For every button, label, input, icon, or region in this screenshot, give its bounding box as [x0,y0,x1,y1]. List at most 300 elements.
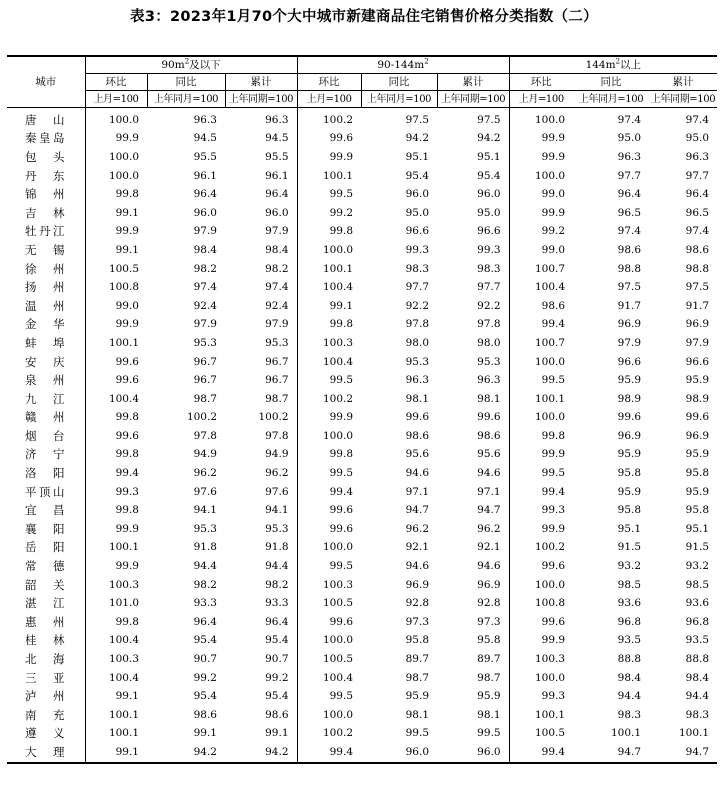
city-column-header: 城市 [7,56,85,108]
index-value: 94.4 [225,557,297,576]
index-value: 99.4 [509,743,573,763]
metric-header: 同比 [573,74,649,91]
index-value: 96.4 [193,615,217,628]
unit-header: 上年同月=100 [573,91,649,108]
unit-header: 上年同期=100 [225,91,297,108]
index-value: 94.2 [225,743,297,763]
index-value: 95.0 [437,204,509,223]
city-name: 烟台 [7,427,85,446]
index-value: 94.1 [225,501,297,520]
index-value: 100.3 [108,578,139,591]
index-value: 96.9 [437,576,509,595]
table-row [7,204,717,223]
index-value: 100.4 [108,634,139,647]
index-value: 99.1 [193,727,217,740]
index-value: 97.7 [617,169,642,182]
group-header-over-144: $144m^2$以上 [509,56,717,74]
city-name: 洛阳 [7,464,85,483]
index-value: 99.9 [541,150,566,163]
city-name: 平顶山 [7,483,85,502]
city-name: 唐山 [7,108,85,130]
index-value: 98.3 [437,260,509,279]
index-value: 96.4 [193,188,217,201]
index-value: 99.9 [541,448,566,461]
city-name: 锦州 [7,185,85,204]
city-name: 无锡 [7,241,85,260]
index-value: 100.2 [322,392,354,405]
index-value: 96.0 [437,185,509,204]
index-value: 99.5 [329,690,354,703]
metric-header: 累计 [649,74,717,91]
index-value: 99.9 [541,522,566,535]
index-value: 95.9 [617,485,642,498]
index-value: 95.4 [225,687,297,706]
index-value: 100.4 [322,281,354,294]
index-value: 97.5 [617,281,642,294]
index-value: 95.1 [405,150,430,163]
index-value: 99.5 [541,374,566,387]
city-name: 包头 [7,148,85,167]
index-value: 90.7 [225,650,297,669]
index-value: 99.6 [115,429,139,442]
index-value: 99.6 [541,560,566,573]
index-value: 99.6 [115,374,139,387]
index-value: 97.9 [685,336,710,349]
index-value: 97.9 [617,336,642,349]
index-value: 94.1 [193,504,217,517]
index-value: 96.7 [225,353,297,372]
table-row [7,464,717,483]
index-value: 98.4 [685,671,710,684]
index-value: 95.3 [225,520,297,539]
index-value: 96.3 [405,374,430,387]
index-value: 97.4 [617,113,642,126]
metric-header: 环比 [297,74,361,91]
index-value: 99.8 [329,318,354,331]
index-value: 98.1 [437,706,509,725]
index-value: 100.3 [322,336,354,349]
index-value: 99.8 [329,225,354,238]
index-value: 99.4 [541,318,566,331]
index-value: 100.5 [322,653,354,666]
index-value: 96.6 [405,225,430,238]
unit-header: 上年同月=100 [361,91,437,108]
table-row [7,725,717,744]
index-value: 99.0 [115,299,139,312]
index-value: 99.8 [115,188,139,201]
index-value: 96.3 [437,371,509,390]
index-value: 96.6 [617,355,642,368]
index-value: 99.0 [541,243,566,256]
index-value: 95.4 [225,632,297,651]
index-value: 95.8 [437,632,509,651]
index-value: 92.8 [405,597,430,610]
index-value: 91.5 [685,541,710,554]
index-value: 96.8 [685,615,710,628]
index-value: 88.8 [685,653,710,666]
table-row [7,483,717,502]
index-value: 96.9 [617,318,642,331]
index-value: 100.3 [322,578,354,591]
city-name: 济宁 [7,446,85,465]
group-header-90-144: $90-144m^2$ [297,56,509,74]
index-value: 98.3 [617,708,642,721]
index-value: 100.7 [534,262,566,275]
table-row [7,371,717,390]
index-value: 94.6 [405,467,430,480]
index-value: 96.2 [437,520,509,539]
index-value: 97.4 [193,281,217,294]
index-value: 98.1 [405,708,430,721]
index-value: 100.4 [108,392,139,405]
city-name: 安庆 [7,353,85,372]
index-value: 98.2 [225,576,297,595]
table-row [7,669,717,688]
index-value: 100.0 [108,150,139,163]
index-value: 98.7 [225,390,297,409]
table-row [7,297,717,316]
index-value: 98.1 [405,392,430,405]
index-value: 95.0 [405,206,430,219]
table-row [7,594,717,613]
city-name: 常德 [7,557,85,576]
table-row [7,557,717,576]
index-value: 96.9 [405,578,430,591]
index-value: 99.6 [437,409,509,428]
index-value: 97.1 [437,483,509,502]
table-row [7,613,717,632]
index-value: 95.0 [617,132,642,145]
index-value: 100.8 [108,281,139,294]
index-value: 96.5 [617,206,642,219]
metric-header: 累计 [225,74,297,91]
index-value: 99.0 [541,188,566,201]
index-value: 97.8 [193,429,217,442]
index-value: 100.4 [322,355,354,368]
index-value: 94.4 [685,690,710,703]
index-value: 97.6 [225,483,297,502]
index-value: 93.6 [617,597,642,610]
index-value: 92.4 [193,299,217,312]
index-value: 94.2 [147,743,225,763]
index-value: 100.1 [678,727,710,740]
index-value: 99.5 [437,725,509,744]
index-value: 100.1 [108,708,139,721]
index-value: 98.4 [225,241,297,260]
table-row [7,108,717,130]
index-value: 96.7 [193,355,217,368]
index-value: 96.0 [405,188,430,201]
index-value: 100.5 [534,727,566,740]
index-value: 100.7 [534,336,566,349]
index-value: 95.1 [685,522,710,535]
index-value: 93.5 [685,634,710,647]
index-value: 98.9 [617,392,642,405]
index-value: 93.6 [685,597,710,610]
index-value: 95.1 [437,148,509,167]
index-value: 98.2 [193,578,217,591]
table-row [7,520,717,539]
index-value: 95.3 [437,353,509,372]
unit-header: 上月=100 [85,91,147,108]
index-value: 99.5 [329,188,354,201]
index-value: 93.3 [225,594,297,613]
city-name: 襄阳 [7,520,85,539]
index-value: 98.4 [617,671,642,684]
index-value: 96.0 [437,743,509,763]
index-value: 99.9 [541,206,566,219]
index-value: 96.8 [617,615,642,628]
index-value: 100.2 [225,409,297,428]
unit-header: 上年同期=100 [649,91,717,108]
index-value: 94.7 [649,743,717,763]
metric-header: 累计 [437,74,509,91]
index-value: 97.4 [685,225,710,238]
index-value: 99.2 [541,225,566,238]
index-value: 99.9 [115,522,139,535]
index-value: 100.1 [108,541,139,554]
city-name: 宜昌 [7,501,85,520]
index-value: 97.3 [437,613,509,632]
city-name: 丹东 [7,167,85,186]
city-name: 泸州 [7,687,85,706]
index-value: 100.0 [322,708,354,721]
index-value: 98.7 [405,671,430,684]
table-row [7,501,717,520]
index-value: 98.6 [437,427,509,446]
city-name: 惠州 [7,613,85,632]
index-value: 99.2 [193,671,217,684]
table-row [7,260,717,279]
index-value: 99.3 [115,485,139,498]
index-value: 91.8 [225,539,297,558]
index-value: 91.7 [685,299,710,312]
table-row [7,390,717,409]
index-value: 96.1 [225,167,297,186]
index-value: 96.4 [685,188,710,201]
index-value: 98.6 [685,243,710,256]
city-name: 南充 [7,706,85,725]
index-value: 98.0 [437,334,509,353]
unit-header: 上月=100 [297,91,361,108]
index-value: 97.9 [225,223,297,242]
index-value: 99.2 [225,669,297,688]
index-value: 100.0 [534,355,566,368]
index-value: 99.9 [115,132,139,145]
index-value: 100.0 [108,169,139,182]
index-value: 99.9 [115,318,139,331]
index-value: 92.2 [437,297,509,316]
index-value: 96.6 [437,223,509,242]
index-value: 93.2 [617,560,642,573]
metric-header: 环比 [85,74,147,91]
index-value: 94.7 [573,743,649,763]
city-name: 岳阳 [7,539,85,558]
index-value: 97.7 [437,278,509,297]
index-value: 97.8 [405,318,430,331]
index-value: 99.6 [329,132,354,145]
index-value: 94.4 [193,560,217,573]
index-value: 99.4 [115,467,139,480]
table-row [7,223,717,242]
table-title: 表3：2023年1月70个大中城市新建商品住宅销售价格分类指数（二） [130,9,598,25]
index-value: 100.1 [322,169,354,182]
index-value: 93.2 [685,560,710,573]
group-header-under-90: $90m^2$及以下 [85,56,297,74]
index-value: 96.9 [685,318,710,331]
index-value: 91.5 [617,541,642,554]
metric-header: 同比 [361,74,437,91]
index-value: 98.4 [193,243,217,256]
index-value: 99.6 [685,411,710,424]
city-name: 湛江 [7,594,85,613]
index-value: 98.0 [405,336,430,349]
index-value: 98.3 [405,262,430,275]
index-value: 95.9 [437,687,509,706]
table-row [7,632,717,651]
city-name: 九江 [7,390,85,409]
index-value: 95.1 [617,522,642,535]
table-header [7,56,717,108]
index-value: 94.5 [225,130,297,149]
index-value: 100.0 [322,243,354,256]
table-row [7,316,717,335]
index-value: 100.0 [534,169,566,182]
index-value: 95.5 [225,148,297,167]
city-name: 大理 [7,743,85,763]
index-value: 100.2 [322,727,354,740]
city-name: 扬州 [7,278,85,297]
index-value: 100.3 [534,653,566,666]
index-value: 97.4 [685,113,710,126]
table-row [7,278,717,297]
table-row [7,446,717,465]
index-value: 99.6 [541,615,566,628]
index-value: 95.8 [617,467,642,480]
index-value: 96.4 [225,613,297,632]
index-value: 98.1 [437,390,509,409]
index-value: 99.8 [115,448,139,461]
index-value: 99.4 [329,485,354,498]
index-value: 99.3 [405,243,430,256]
index-value: 97.4 [617,225,642,238]
index-value: 99.1 [85,743,147,763]
table-row [7,167,717,186]
index-value: 100.3 [108,653,139,666]
index-value: 98.8 [617,262,642,275]
index-value: 100.4 [534,281,566,294]
index-value: 94.6 [405,560,430,573]
index-value: 97.9 [225,316,297,335]
index-value: 95.3 [405,355,430,368]
index-value: 98.3 [685,708,710,721]
index-value: 100.2 [322,113,354,126]
index-value: 94.7 [437,501,509,520]
index-value: 89.7 [405,653,430,666]
index-value: 100.0 [534,113,566,126]
unit-header: 上月=100 [509,91,573,108]
index-value: 97.8 [437,316,509,335]
index-value: 100.1 [322,262,354,275]
city-name: 秦皇岛 [7,130,85,149]
index-value: 98.5 [685,578,710,591]
index-value: 98.7 [437,669,509,688]
index-value: 96.2 [225,464,297,483]
index-value: 94.6 [437,557,509,576]
index-value: 97.5 [685,281,710,294]
index-value: 100.0 [322,429,354,442]
index-value: 96.3 [685,150,710,163]
index-value: 100.8 [534,597,566,610]
index-value: 95.3 [193,336,217,349]
index-value: 99.6 [617,411,642,424]
index-value: 92.1 [405,541,430,554]
index-value: 97.3 [405,615,430,628]
index-value: 97.8 [225,427,297,446]
index-value: 99.5 [405,727,430,740]
table-row [7,130,717,149]
index-value: 99.5 [329,374,354,387]
table-row [7,353,717,372]
index-value: 97.7 [685,169,710,182]
table-row [7,427,717,446]
index-value: 96.0 [193,206,217,219]
index-value: 96.7 [193,374,217,387]
index-value: 96.1 [193,169,217,182]
index-value: 99.4 [541,485,566,498]
table-row [7,334,717,353]
index-value: 100.1 [610,727,642,740]
index-value: 101.0 [108,597,139,610]
index-value: 94.7 [405,504,430,517]
index-value: 99.3 [541,690,566,703]
index-value: 95.8 [617,504,642,517]
index-value: 96.6 [685,355,710,368]
index-value: 94.9 [193,448,217,461]
index-value: 95.8 [685,467,710,480]
index-value: 100.4 [108,671,139,684]
index-value: 99.9 [541,634,566,647]
index-value: 99.3 [541,504,566,517]
index-value: 94.5 [193,132,217,145]
index-value: 99.9 [541,132,566,145]
city-name: 徐州 [7,260,85,279]
index-value: 92.4 [225,297,297,316]
index-value: 98.6 [225,706,297,725]
index-value: 99.8 [541,429,566,442]
index-value: 97.5 [437,108,509,130]
table-row [7,706,717,725]
city-name: 桂林 [7,632,85,651]
city-name: 金华 [7,316,85,335]
index-value: 99.9 [329,411,354,424]
index-value: 98.7 [193,392,217,405]
index-value: 99.6 [329,504,354,517]
index-value: 99.6 [115,355,139,368]
index-value: 98.8 [685,262,710,275]
city-name: 北海 [7,650,85,669]
index-value: 99.1 [225,725,297,744]
index-value: 91.7 [617,299,642,312]
index-value: 95.4 [193,690,217,703]
index-value: 100.1 [534,708,566,721]
index-value: 95.9 [617,448,642,461]
unit-header: 上年同月=100 [147,91,225,108]
index-value: 100.0 [322,634,354,647]
index-value: 99.6 [329,615,354,628]
index-value: 89.7 [437,650,509,669]
table-body [7,108,717,763]
